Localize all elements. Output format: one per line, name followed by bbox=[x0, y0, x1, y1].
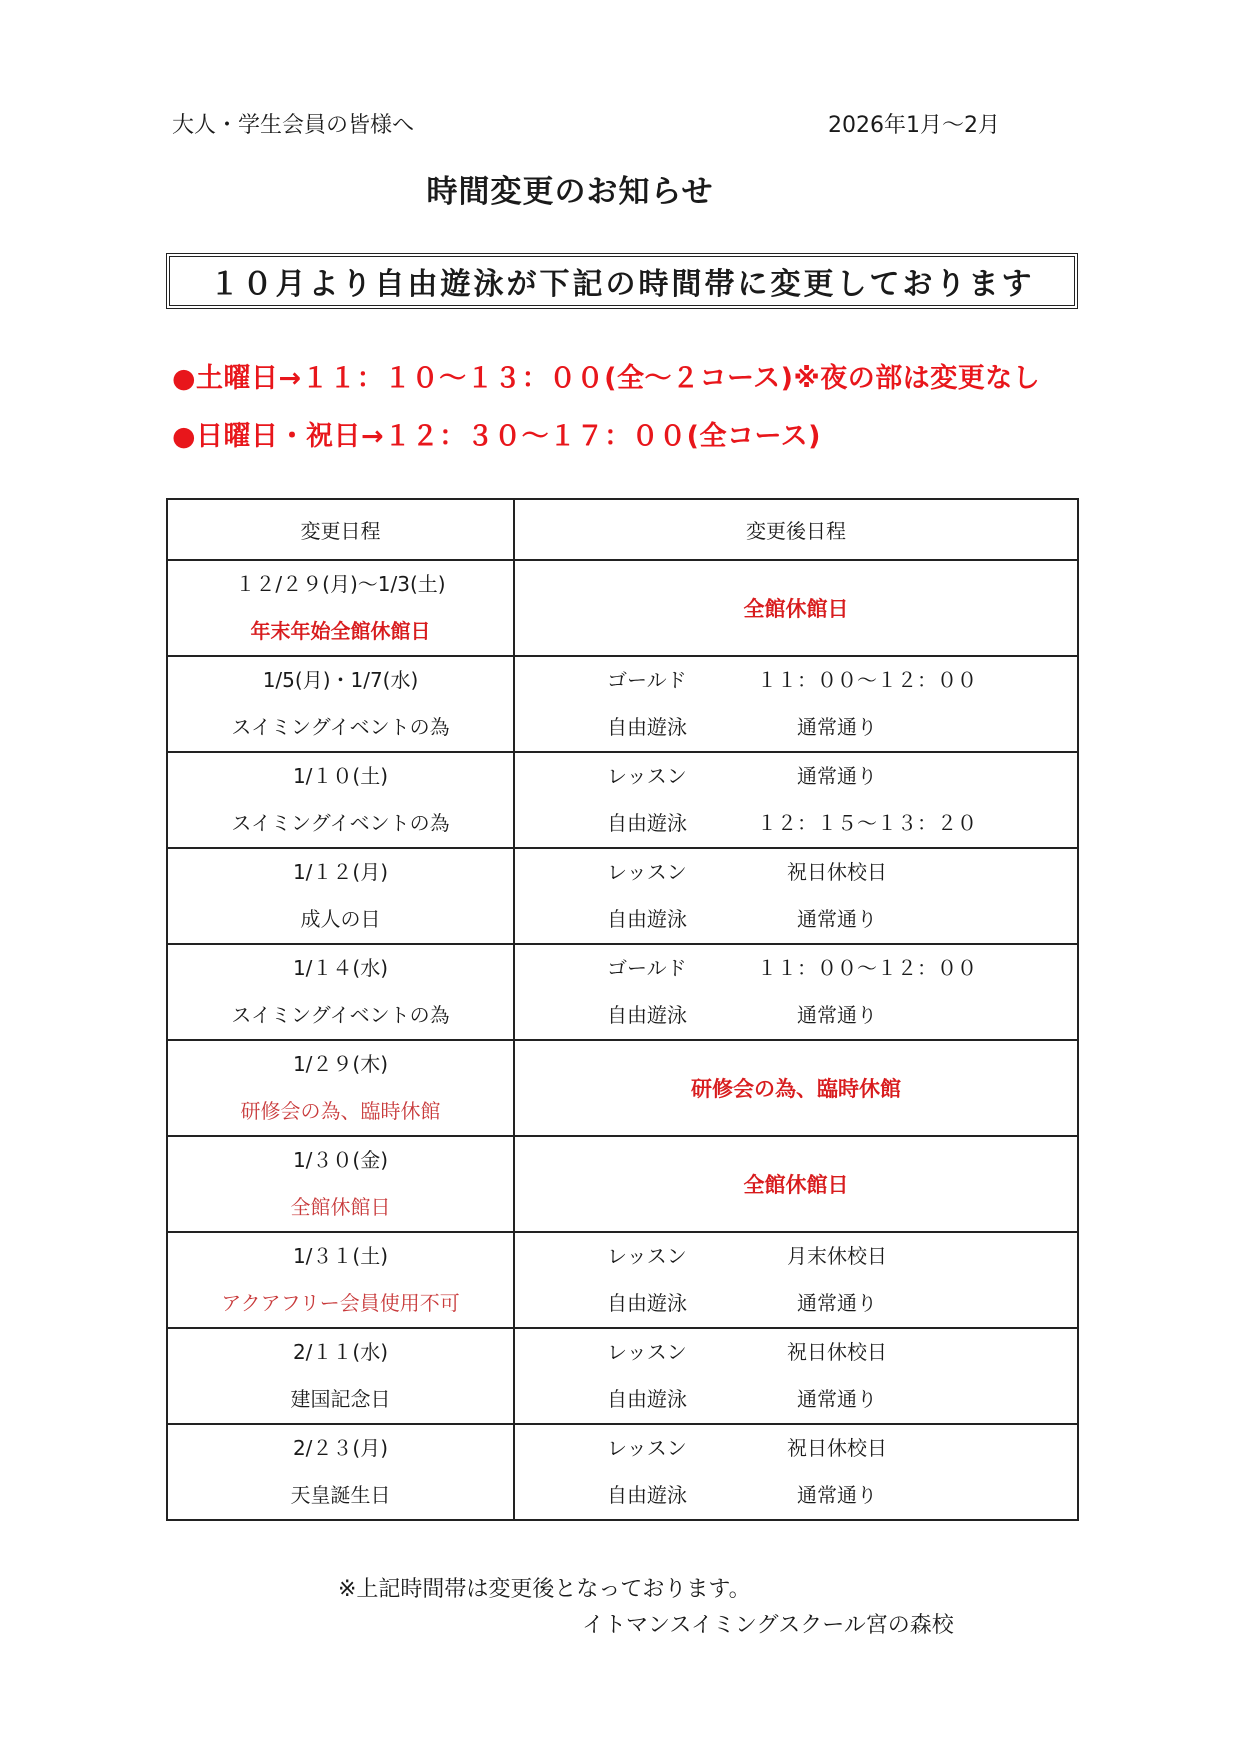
change-date-cell bbox=[167, 944, 514, 1040]
schedule-entry bbox=[515, 1329, 1077, 1376]
schedule-table bbox=[166, 498, 1079, 1521]
schedule-entry bbox=[515, 1376, 1077, 1423]
schedule-value: 祝日休校日 bbox=[787, 1340, 887, 1364]
change-date-cell bbox=[167, 560, 514, 656]
schedule-category: 自由遊泳 bbox=[607, 1483, 687, 1507]
change-date: 1/３１(土) bbox=[292, 1244, 389, 1268]
schedule-value: 通常通り bbox=[797, 1387, 877, 1411]
schedule-category: 自由遊泳 bbox=[607, 1387, 687, 1411]
schedule-value: 通常通り bbox=[797, 715, 877, 739]
table-row bbox=[167, 1328, 1078, 1424]
change-reason: 成人の日 bbox=[300, 907, 381, 931]
change-date-cell bbox=[167, 752, 514, 848]
change-date: 2/２３(月) bbox=[292, 1436, 389, 1460]
schedule-value: 通常通り bbox=[797, 907, 877, 931]
new-schedule-cell bbox=[514, 848, 1078, 944]
change-date-cell bbox=[167, 1040, 514, 1136]
change-date: 2/１１(水) bbox=[292, 1340, 389, 1364]
schedule-value: １２：１５～１３：２０ bbox=[757, 811, 977, 835]
schedule-category: 自由遊泳 bbox=[607, 1291, 687, 1315]
change-reason: 年末年始全館休館日 bbox=[250, 619, 431, 643]
table-row bbox=[167, 1424, 1078, 1520]
period: 2026年1月～2月 bbox=[828, 113, 1000, 138]
change-reason: アクアフリー会員使用不可 bbox=[221, 1291, 460, 1315]
addressee: 大人・学生会員の皆様へ bbox=[172, 113, 415, 138]
change-reason: 建国記念日 bbox=[290, 1387, 391, 1411]
schedule-entry bbox=[515, 753, 1077, 800]
change-banner bbox=[166, 253, 1078, 309]
banner-text: １０月より自由遊泳が下記の時間帯に変更しております bbox=[209, 267, 1035, 302]
schedule-value: 祝日休校日 bbox=[787, 860, 887, 884]
schedule-category: ゴールド bbox=[607, 956, 687, 980]
header-change-date: 変更日程 bbox=[167, 499, 514, 560]
change-date-cell bbox=[167, 1232, 514, 1328]
schedule-value: 通常通り bbox=[797, 764, 877, 788]
new-schedule-cell bbox=[514, 1136, 1078, 1232]
change-reason: 全館休館日 bbox=[290, 1195, 391, 1219]
schedule-category: レッスン bbox=[607, 1340, 687, 1364]
schedule-value: １１：００～１２：００ bbox=[757, 956, 977, 980]
closure-notice: 研修会の為、臨時休館 bbox=[691, 1077, 901, 1101]
change-date: 1/２９(木) bbox=[292, 1052, 389, 1076]
schedule-value: 月末休校日 bbox=[787, 1244, 887, 1268]
schedule-category: レッスン bbox=[607, 1436, 687, 1460]
change-date-cell bbox=[167, 848, 514, 944]
schedule-entry bbox=[515, 1280, 1077, 1327]
table-row bbox=[167, 1232, 1078, 1328]
schedule-value: １１：００～１２：００ bbox=[757, 668, 977, 692]
schedule-entry bbox=[515, 704, 1077, 751]
new-schedule-cell bbox=[514, 1040, 1078, 1136]
schedule-category: 自由遊泳 bbox=[607, 907, 687, 931]
school-name: イトマンスイミングスクール宮の森校 bbox=[582, 1613, 954, 1638]
table-row bbox=[167, 656, 1078, 752]
change-date-cell bbox=[167, 656, 514, 752]
schedule-entry bbox=[515, 992, 1077, 1039]
change-reason: スイミングイベントの為 bbox=[231, 715, 450, 739]
schedule-entry bbox=[515, 945, 1077, 992]
schedule-entry bbox=[515, 800, 1077, 847]
table-row bbox=[167, 1040, 1078, 1136]
schedule-entry bbox=[515, 657, 1077, 704]
change-date: 1/１２(月) bbox=[292, 860, 389, 884]
schedule-entry bbox=[515, 1472, 1077, 1519]
change-date-cell bbox=[167, 1328, 514, 1424]
new-schedule-cell bbox=[514, 1424, 1078, 1520]
schedule-category: レッスン bbox=[607, 860, 687, 884]
schedule-category: 自由遊泳 bbox=[607, 1003, 687, 1027]
schedule-category: 自由遊泳 bbox=[607, 811, 687, 835]
schedule-category: ゴールド bbox=[607, 668, 687, 692]
closure-notice: 全館休館日 bbox=[743, 597, 849, 621]
table-row bbox=[167, 848, 1078, 944]
closure-notice: 全館休館日 bbox=[743, 1173, 849, 1197]
change-reason: 天皇誕生日 bbox=[290, 1483, 391, 1507]
schedule-entry bbox=[515, 849, 1077, 896]
schedule-entry bbox=[515, 1233, 1077, 1280]
change-reason: スイミングイベントの為 bbox=[231, 811, 450, 835]
new-schedule-cell bbox=[514, 1328, 1078, 1424]
change-date: 1/１０(土) bbox=[292, 764, 389, 788]
table-row bbox=[167, 1136, 1078, 1232]
change-date: 1/１４(水) bbox=[292, 956, 389, 980]
schedule-value: 通常通り bbox=[797, 1291, 877, 1315]
saturday-hours: ●土曜日→１１：１０～１３：００(全～２コース)※夜の部は変更なし bbox=[172, 363, 1041, 394]
header-new-schedule: 変更後日程 bbox=[514, 499, 1078, 560]
footer-note: ※上記時間帯は変更後となっております。 bbox=[338, 1577, 751, 1602]
schedule-value: 祝日休校日 bbox=[787, 1436, 887, 1460]
schedule-value: 通常通り bbox=[797, 1003, 877, 1027]
new-schedule-cell bbox=[514, 944, 1078, 1040]
schedule-entry bbox=[515, 1425, 1077, 1472]
change-date-cell bbox=[167, 1136, 514, 1232]
change-date: 1/３０(金) bbox=[292, 1148, 389, 1172]
change-reason: スイミングイベントの為 bbox=[231, 1003, 450, 1027]
change-date-cell bbox=[167, 1424, 514, 1520]
change-date: １２/２９(月)～1/3(土) bbox=[235, 572, 446, 596]
schedule-category: レッスン bbox=[607, 764, 687, 788]
sunday-holiday-hours: ●日曜日・祝日→１２：３０～１７：００(全コース) bbox=[172, 421, 822, 452]
schedule-category: 自由遊泳 bbox=[607, 715, 687, 739]
table-header-row bbox=[167, 499, 1078, 560]
schedule-category: レッスン bbox=[607, 1244, 687, 1268]
new-schedule-cell bbox=[514, 560, 1078, 656]
table-row bbox=[167, 560, 1078, 656]
new-schedule-cell bbox=[514, 752, 1078, 848]
change-date: 1/5(月)・1/7(水) bbox=[262, 668, 419, 692]
new-schedule-cell bbox=[514, 1232, 1078, 1328]
table-row bbox=[167, 944, 1078, 1040]
schedule-value: 通常通り bbox=[797, 1483, 877, 1507]
table-row bbox=[167, 752, 1078, 848]
new-schedule-cell bbox=[514, 656, 1078, 752]
schedule-entry bbox=[515, 896, 1077, 943]
change-reason: 研修会の為、臨時休館 bbox=[240, 1099, 441, 1123]
page-title: 時間変更のお知らせ bbox=[426, 174, 714, 210]
